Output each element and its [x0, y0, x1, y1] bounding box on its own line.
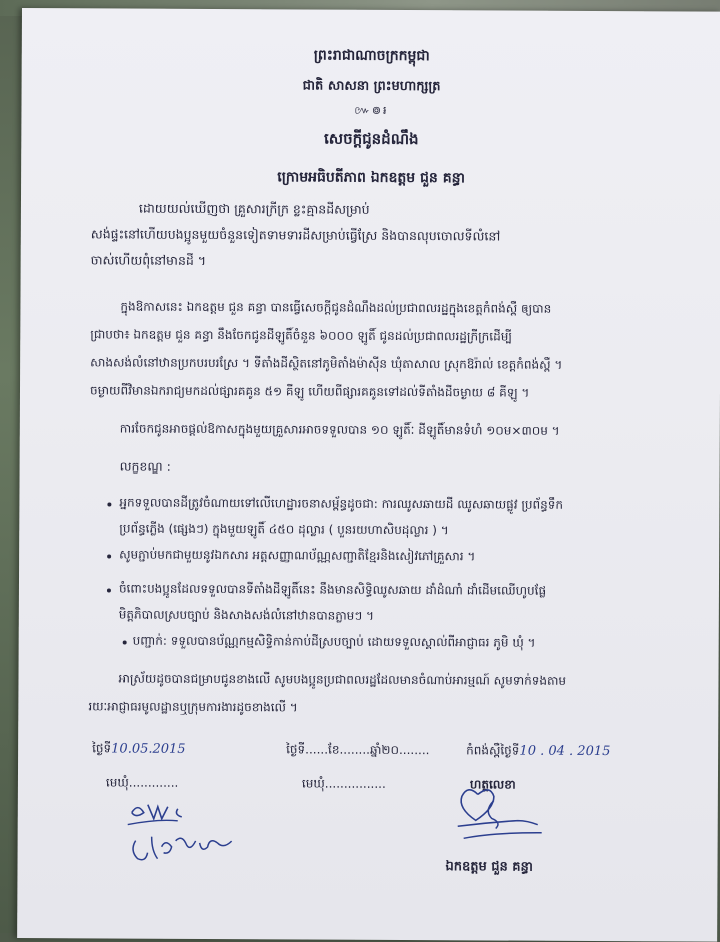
condition-4: បញ្ជាក់: ទទួលបានប័ណ្ណកម្មសិទ្ធិកាន់កាប់ដីស្របច្បាប់ ដោយទទួលស្គាល់ពីអាជ្ញាធរ ភូមិ ឃុំ ។: [132, 633, 536, 650]
paragraph-4-line-2: រយៈអាជ្ញាធរមូលដ្ឋានឬក្រុមការងារដូចខាងលើ ។: [88, 699, 298, 715]
date-right-handwritten: 10 . 04 . 2015: [519, 743, 611, 760]
paragraph-3: ការចែកជូនអាចផ្តល់ឱកាសក្នុងមួយគ្រួសារអាចទទួលបាន ១០ ឡូតិ៍ៈ ដីឡូតិ៍មានទំហំ ១០ម×៣០ម ។: [119, 421, 560, 438]
paragraph-2-line-4: ចម្ងាយពីវិមានឯករាជ្យមកដល់ផ្សារគគូន ៥១ គីឡូ ហើយពីផ្សារគគូនទៅដល់ទីតាំងដីចម្ងាយ ៨ គីឡូ ។: [89, 383, 530, 400]
paragraph-1-line-1: ដោយយល់ឃើញថា គ្រួសារក្រីក្រ ខ្លះគ្មានដីសម្រាប់: [138, 200, 370, 217]
label-village-chief: មេឃុំ.............: [105, 775, 179, 790]
ornament: ៚៙៛: [354, 103, 389, 117]
document-subtitle: ក្រោមអធិបតីភាព ឯកឧត្តម ជួន គន្ធា: [277, 169, 465, 187]
condition-1-line-2: ប្រព័ន្ធភ្លើង (ផ្សេងៗ) ក្នុងមួយឡូតិ៍ ៤៥០ ដុល្លារ ( បួនរយហាសិបដុល្លារ ) ។: [119, 521, 449, 538]
condition-2: សូមភ្ជាប់មកជាមួយនូវឯកសារ អត្តសញ្ញាណប័ណ្ណសញ្ជាតិខ្មែរនិងសៀវភៅគ្រួសារ ។: [119, 547, 476, 564]
bullet: [107, 502, 111, 506]
date-left-handwritten: 10.05.2015: [111, 741, 186, 757]
label-signature: ហត្ថលេខា: [469, 777, 516, 792]
paragraph-1-line-3: ចាស់ហើយពុំនៅមានដី ។: [90, 252, 207, 268]
paragraph-2-line-3: សាងសង់លំនៅឋានប្រកបរបរស្រែ ។ ទីតាំងដីស្ថិតនៅភូមិតាំងម៉ាស៊ីន ឃុំតាសាល ស្រុកឱរ៉ាល់ ខេត្តកំពង់ស្ពឺ ។: [90, 355, 563, 372]
condition-3-line-1: ចំពោះបងប្អូនដែលទទួលបានទីតាំងដីឡូតិ៍នេះ នឹងមានសិទ្ធិឈូសឆាយ ដាំដំណាំ ដាំដើមឈើហូបផ្លែ: [118, 581, 547, 598]
paragraph-2-line-2: ជ្រាបថា៖ ឯកឧត្តម ជួន គន្ធា នឹងចែកជូនដីឡូតិ៍ចំនួន ៦០០០ ឡូតិ៍ ជូនដល់ប្រជាពលរដ្ឋក្រីក្រដើម្បី: [90, 327, 512, 344]
document-paper: [17, 8, 720, 942]
condition-1-line-1: អ្នកទទួលបានដីត្រូវចំណាយទៅលើហេដ្ឋារចនាសម្ព័ន្ធដូចជា: ការឈូសឆាយដី ឈូសឆាយផ្លូវ ប្រព័ន្ធទឹក: [119, 495, 564, 512]
bullet: [107, 554, 111, 558]
handwritten-signature-right: [438, 780, 558, 851]
date-right: [466, 742, 610, 761]
date-left: [92, 740, 186, 758]
document-title: សេចក្ដីជូនដំណឹង: [324, 129, 419, 149]
condition-3-line-2: មិត្តភិបាលស្របច្បាប់ និងសាងសង់លំនៅឋានបានភ្លាមៗ ។: [118, 607, 374, 623]
conditions-label: លក្ខខណ្ឌ :: [119, 458, 171, 474]
signer-name: ឯកឧត្តម ជួន គន្ធា: [445, 859, 534, 875]
handwritten-signature-left: [117, 797, 257, 878]
label-commune-chief: មេឃុំ................: [301, 776, 386, 791]
date-middle: ថ្ងៃទី......ខែ........ឆ្នាំ២០........: [286, 742, 430, 758]
motto-heading: ជាតិ សាសនា ព្រះមហាក្សត្រ: [302, 78, 441, 95]
bullet: [123, 641, 127, 645]
paragraph-1-line-2: សង់ផ្ទះនៅហើយបងប្អូនមួយចំនួនទៀតទាមទារដីសម្រាប់ធ្វើស្រែ និងបានលុបចោលទីលំនៅ: [90, 226, 501, 244]
date-left-prefix: ថ្ងៃទី: [92, 741, 112, 756]
paragraph-4-line-1: អាស្រ័យដូចបានជម្រាបជូនខាងលើ សូមបងប្អូនប្រជាពលរដ្ឋដែលមានចំណាប់អារម្មណ៍ សូមទាក់ទងតាម: [118, 671, 567, 688]
kingdom-heading: ព្រះរាជាណាចក្រកម្ពុជា: [313, 47, 430, 65]
paragraph-2-line-1: ក្នុងឱកាសនេះ ឯកឧត្តម ជួន គន្ធា បានធ្វើសេចក្ដីជូនដំណឹងដល់ប្រជាពលរដ្ឋក្នុងខេត្តកំពង់ស្ពឺ ឲ្យបាន: [120, 299, 552, 316]
date-right-prefix: កំពង់ស្ពឺថ្ងៃទី: [466, 743, 520, 758]
bullet: [107, 588, 111, 592]
